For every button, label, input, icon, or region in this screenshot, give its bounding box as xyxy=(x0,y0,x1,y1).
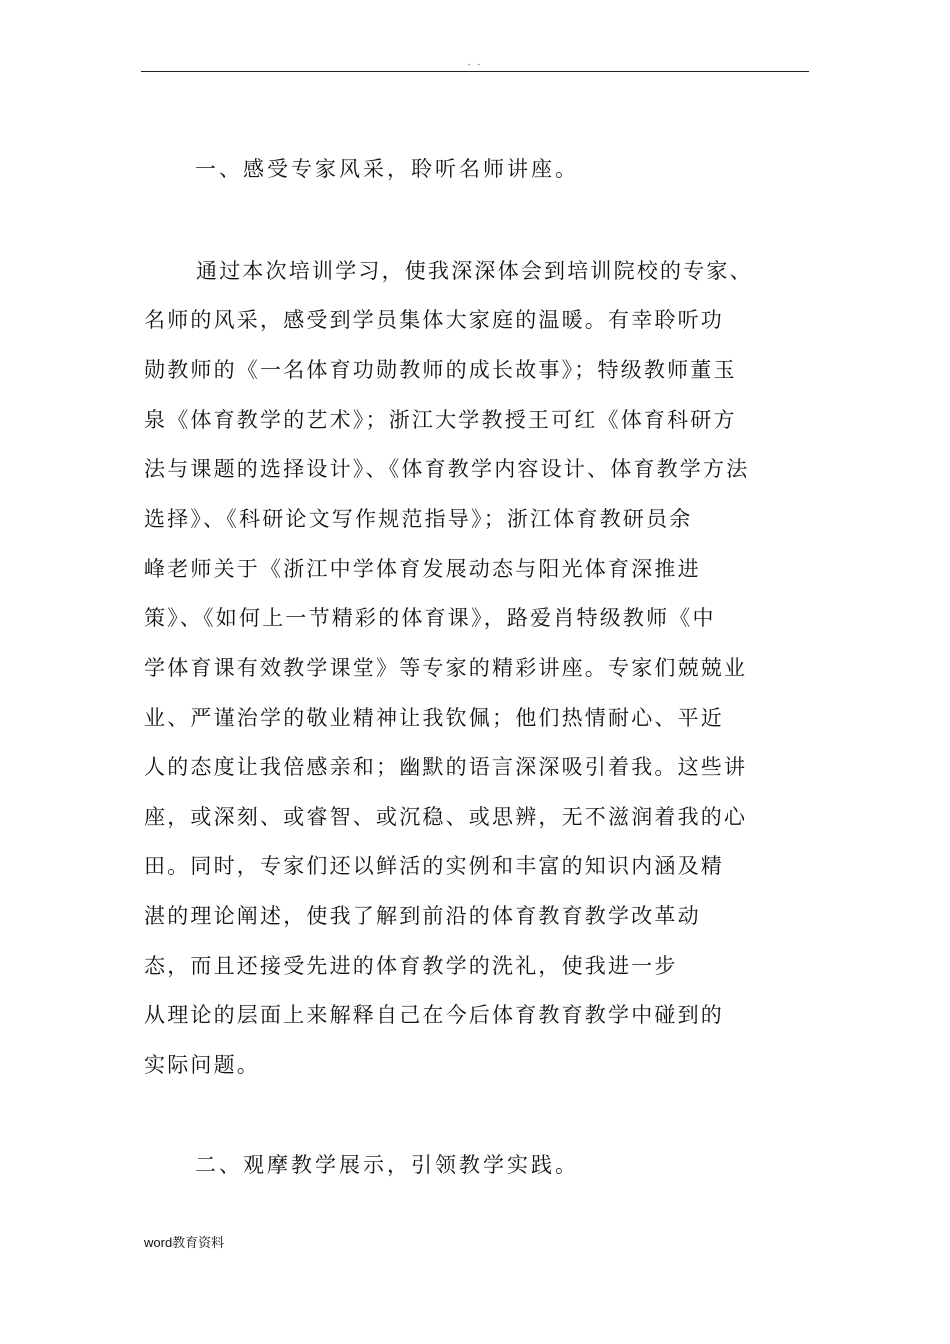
body-line: 泉《体育教学的艺术》；浙江大学教授王可红《体育科研方 xyxy=(144,408,737,432)
body-line: 通过本次培训学习，使我深深体会到培训院校的专家、 xyxy=(196,259,753,283)
body-line: 态，而且还接受先进的体育教学的洗礼，使我进一步 xyxy=(144,954,678,978)
body-line: 业、严谨治学的敬业精神让我钦佩；他们热情耐心、平近 xyxy=(144,706,724,730)
body-line: 法与课题的选择设计》、《体育教学内容设计、体育教学方法 xyxy=(144,457,750,481)
body-line: 实际问题。 xyxy=(144,1053,260,1077)
body-line: 选择》、《科研论文写作规范指导》；浙江体育教研员余 xyxy=(144,507,693,531)
section-heading-1: 一、感受专家风采，聆听名师讲座。 xyxy=(195,157,579,181)
body-line: 座，或深刻、或睿智、或沉稳、或思辨，无不滋润着我的心 xyxy=(144,805,748,829)
body-line: 从理论的层面上来解释自己在今后体育教育教学中碰到的 xyxy=(144,1003,724,1027)
footer-text: word教育资料 xyxy=(144,1235,225,1250)
body-line: 田。同时，专家们还以鲜活的实例和丰富的知识内涵及精 xyxy=(144,854,724,878)
body-line: 策》、《如何上一节精彩的体育课》，路爱肖特级教师《中 xyxy=(144,606,716,630)
header-rule xyxy=(141,71,809,72)
body-line: 人的态度让我倍感亲和；幽默的语言深深吸引着我。这些讲 xyxy=(144,755,748,779)
header-mark: . . xyxy=(467,58,483,68)
section-heading-2: 二、观摩教学展示，引领教学实践。 xyxy=(195,1153,579,1177)
body-line: 名师的风采，感受到学员集体大家庭的温暖。有幸聆听功 xyxy=(144,308,724,332)
body-line: 勋教师的《一名体育功勋教师的成长故事》；特级教师董玉 xyxy=(144,358,737,382)
body-line: 学体育课有效教学课堂》等专家的精彩讲座。专家们兢兢业 xyxy=(144,656,748,680)
body-line: 峰老师关于《浙江中学体育发展动态与阳光体育深推进 xyxy=(144,557,701,581)
body-line: 湛的理论阐述，使我了解到前沿的体育教育教学改革动 xyxy=(144,904,701,928)
